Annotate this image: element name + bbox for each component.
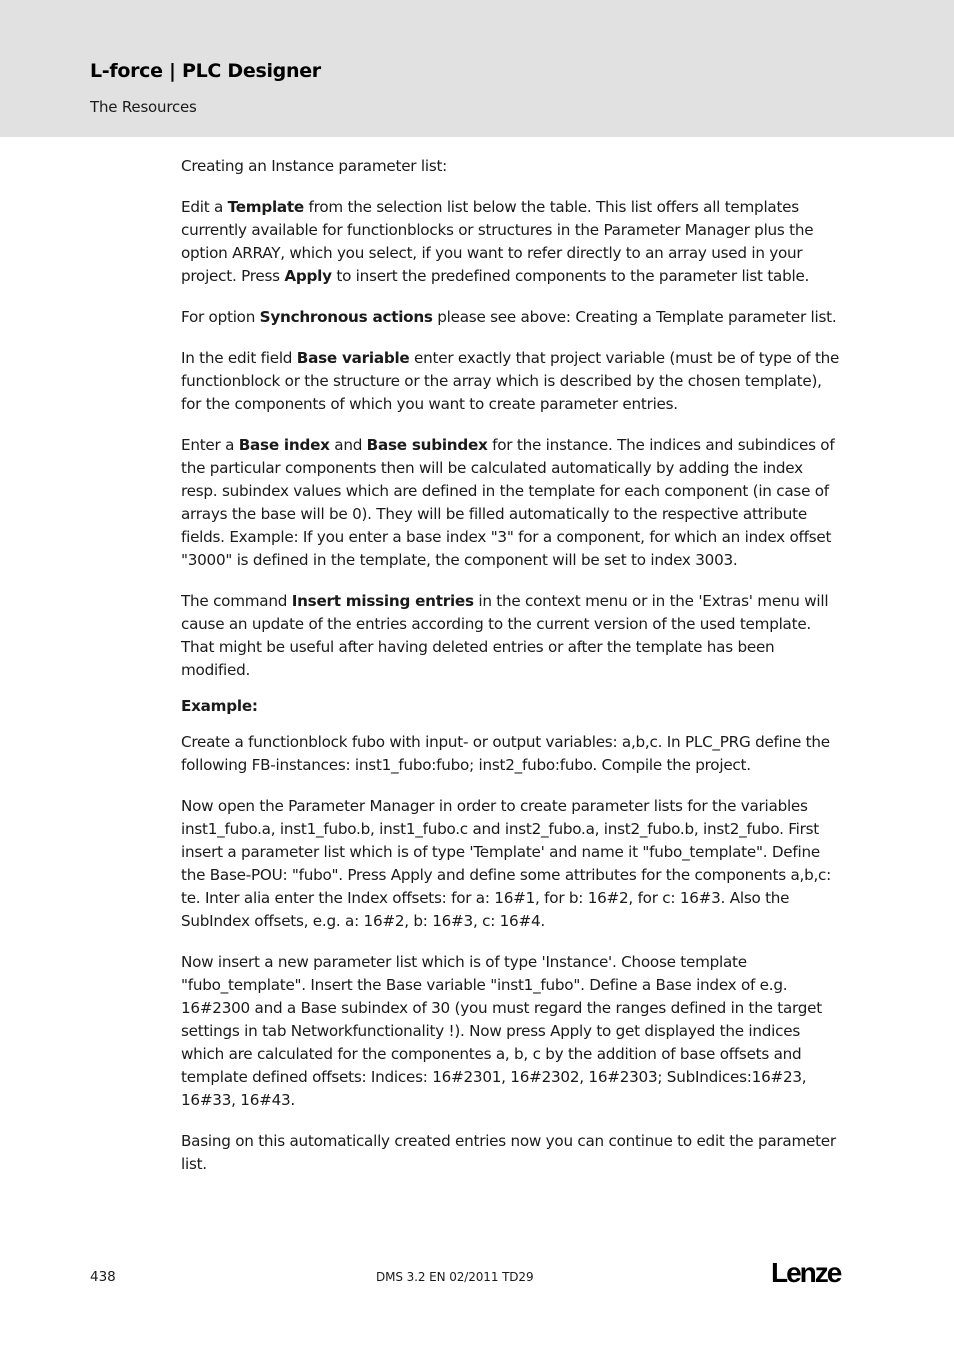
lenze-logo-text: Lenze	[771, 1257, 841, 1288]
page-header	[0, 0, 954, 137]
paragraph-template: Edit a Template from the selection list below the table. This list offers all templates currently available for functionblocks or structures in the Parameter Manager plus the option ARRAY, which you select, if you want to refer directly to an array used in your project. Press Apply to insert the predefined components to the parameter list table.	[181, 198, 814, 285]
paragraph-example-1: Create a functionblock fubo with input- or output variables: a,b,c. In PLC_PRG define the following FB-instances: inst1_fubo:fubo; inst2_fubo:fubo. Compile the project.	[181, 733, 830, 774]
paragraph-intro: Creating an Instance parameter list:	[181, 157, 448, 175]
bold-term: Template	[227, 198, 304, 216]
bold-term: Base index	[238, 436, 330, 454]
header-subtitle: The Resources	[90, 98, 197, 116]
page-number: 438	[90, 1269, 116, 1285]
paragraph-example-3: Now insert a new parameter list which is of type 'Instance'. Choose template "fubo_template". Insert the Base variable "inst1_fubo". Define a Base index of e.g. 16#2300 and a Base subindex of 30 (you must regard the ranges defined in the target settings in tab Networkfunctionality !). Now press Apply to get displayed the indices which are calculated for the componentes a, b, c by the addition of base offsets and template defined offsets: Indices: 16#2301, 16#2302, 16#2303; SubIndices:16#23, 16#33, 16#43.	[181, 953, 822, 1109]
bold-term: Base subindex	[366, 436, 488, 454]
bold-term: Insert missing entries	[291, 592, 474, 610]
document-id: DMS 3.2 EN 02/2011 TD29	[376, 1270, 534, 1284]
bold-term: Synchronous actions	[259, 308, 433, 326]
main-content	[181, 155, 841, 1194]
paragraph-base-index: Enter a Base index and Base subindex for the instance. The indices and subindices of the particular components then will be calculated automatically by adding the index resp. subindex values which are defined in the template for each component (in case of arrays the base will be 0). They will be filled automatically to the respective attribute fields. Example: If you enter a base index "3" for a component, for which an index offset "3000" is defined in the template, the component will be set to index 3003.	[181, 436, 835, 569]
paragraph-base-variable: In the edit field Base variable enter exactly that project variable (must be of type of the functionblock or the structure or the array which is described by the chosen template), for the components of which you want to create parameter entries.	[181, 349, 840, 413]
lenze-logo	[770, 1256, 852, 1290]
header-title: L-force | PLC Designer	[90, 60, 321, 82]
bold-term: Apply	[284, 267, 332, 285]
example-heading	[181, 695, 841, 718]
paragraph-insert-missing: The command Insert missing entries in the context menu or in the 'Extras' menu will cause an update of the entries according to the current version of the used template. That might be useful after having deleted entries or after the template has been modified.	[181, 592, 829, 679]
bold-term: Base variable	[296, 349, 410, 367]
example-heading-text: Example:	[181, 697, 258, 715]
paragraph-example-4: Basing on this automatically created entries now you can continue to edit the parameter list.	[181, 1132, 836, 1173]
paragraph-sync-actions: For option Synchronous actions please see above: Creating a Template parameter list.	[181, 308, 837, 326]
paragraph-example-2: Now open the Parameter Manager in order to create parameter lists for the variables inst1_fubo.a, inst1_fubo.b, inst1_fubo.c and inst2_fubo.a, inst2_fubo.b, inst2_fubo. First insert a parameter list which is of type 'Template' and name it "fubo_template". Define the Base-POU: "fubo". Press Apply and define some attributes for the components a,b,c: te. Inter alia enter the Index offsets: for a: 16#1, for b: 16#2, for c: 16#3. Also the SubIndex offsets, e.g. a: 16#2, b: 16#3, c: 16#4.	[181, 797, 832, 930]
